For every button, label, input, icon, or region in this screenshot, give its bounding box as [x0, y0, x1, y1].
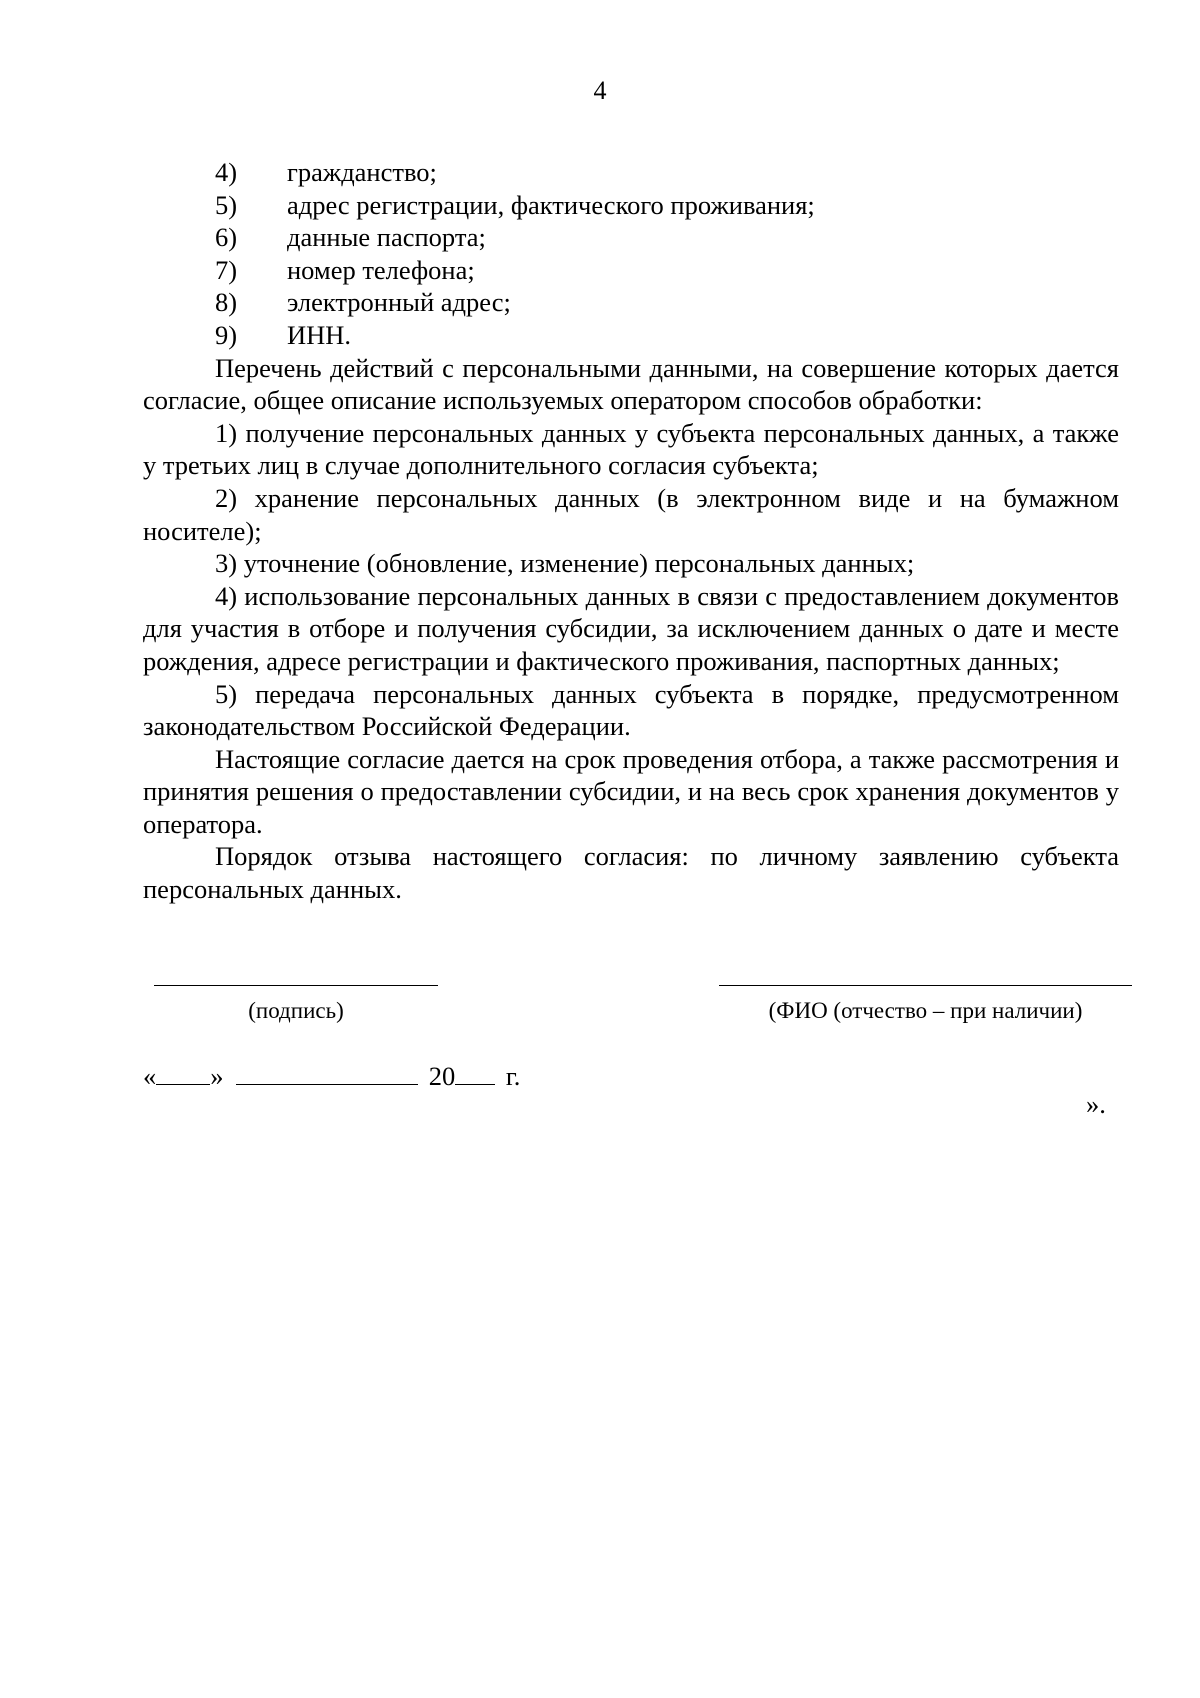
- paragraph-action-5: 5) передача персональных данных субъекта в порядке, предусмотренном законодательством Российской Федерации.: [143, 678, 1119, 742]
- list-item-number: 8): [215, 287, 238, 318]
- list-item-text: адрес регистрации, фактического проживания;: [287, 189, 815, 220]
- list-item-number: 7): [215, 254, 238, 285]
- paragraph-revocation: Порядок отзыва настоящего согласия: по личному заявлению субъекта персональных данных.: [143, 841, 1119, 905]
- document-body: [143, 156, 1119, 906]
- year-suffix: г.: [505, 1061, 521, 1091]
- day-blank: [156, 1060, 210, 1085]
- page-number: 4: [593, 76, 607, 105]
- list-item: [143, 254, 1119, 287]
- list-item: [143, 221, 1119, 254]
- date-line: [143, 1060, 520, 1092]
- list-item-number: 5): [215, 189, 238, 220]
- list-item-number: 9): [215, 319, 238, 350]
- paragraph-actions-intro: Перечень действий с персональными данными, на совершение которых дается согласие, общее описание используемых оператором способов обработки:: [143, 352, 1119, 416]
- paragraph-action-4: 4) использование персональных данных в связи с предоставлением документов для участия в отборе и получения субсидии, за исключением данных о дате и месте рождения, адресе регистрации и фактического проживания, паспортных данных;: [143, 580, 1119, 676]
- signature-caption: (подпись): [248, 998, 344, 1023]
- paragraph-consent-term: Настоящие согласие дается на срок проведения отбора, а также рассмотрения и принятия решения о предоставлении субсидии, и на весь срок хранения документов у оператора.: [143, 743, 1119, 839]
- name-line: [719, 985, 1132, 986]
- month-blank: [236, 1060, 418, 1085]
- year-blank: [455, 1060, 495, 1085]
- list-item-text: данные паспорта;: [287, 222, 486, 253]
- list-item-number: 6): [215, 222, 238, 253]
- list-item-text: гражданство;: [287, 157, 437, 187]
- signature-block: [0, 985, 1200, 1045]
- list-item-text: электронный адрес;: [287, 287, 511, 318]
- date-open-quote: «: [143, 1061, 157, 1091]
- paragraph-action-3: 3) уточнение (обновление, изменение) персональных данных;: [215, 548, 915, 579]
- list-item-text: ИНН.: [287, 319, 352, 350]
- list-item: [143, 286, 1119, 319]
- list-item: [143, 189, 1119, 222]
- paragraph-action-1: 1) получение персональных данных у субъекта персональных данных, а также у третьих лиц в случае дополнительного согласия субъекта;: [143, 417, 1119, 481]
- signature-line: [154, 985, 438, 986]
- list-item: [143, 156, 1119, 189]
- closing-quote: ».: [1086, 1089, 1106, 1119]
- paragraph-action-2: 2) хранение персональных данных (в электронном виде и на бумажном носителе);: [143, 482, 1119, 546]
- date-close-quote: »: [210, 1061, 224, 1091]
- name-caption: (ФИО (отчество – при наличии): [768, 998, 1083, 1023]
- list-item: [143, 319, 1119, 352]
- year-prefix: 20: [428, 1061, 456, 1091]
- list-item-text: номер телефона;: [287, 254, 475, 285]
- list-item-number: 4): [215, 157, 238, 187]
